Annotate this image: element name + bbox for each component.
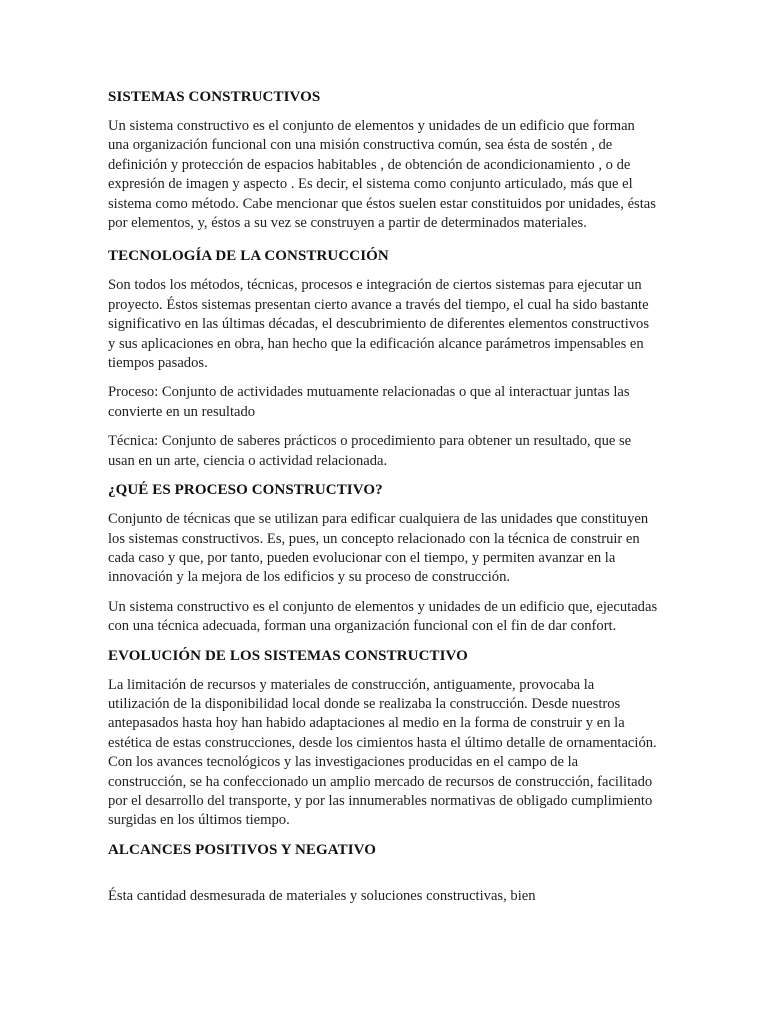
section-heading-evolucion-sistemas: EVOLUCIÓN DE LOS SISTEMAS CONSTRUCTIVO xyxy=(108,647,468,664)
paragraph-evolucion-texto: La limitación de recursos y materiales de construcción, antiguamente, provocaba la utilización de la disponibilidad local donde se realizaba la construcción. Desde nuestros antepasados hasta hoy han habido adaptaciones al medio en la forma de construir y en la estética de estas construcciones, desde los cimientos hasta el último detalle de ornamentación. Con los avances tecnológicos y las investigaciones producidas en el campo de la construcción, se ha confeccionado un amplio mercado de recursos de construcción, facilitado por el desarrollo del transporte, y por las innumerables normativas de obligado cumplimiento surgidas en los últimos tiempo. xyxy=(108,676,657,829)
paragraph-tecnica-definicion: Técnica: Conjunto de saberes prácticos o procedimiento para obtener un resultado, que se usan en un arte, ciencia o actividad relacionada. xyxy=(108,433,632,469)
spacer xyxy=(108,233,658,247)
paragraph-sistema-constructivo-definicion: Un sistema constructivo es el conjunto de elementos y unidades de un edificio que forman una organización funcional con una misión constructiva común, sea ésta de sostén , de definición y protección de espacios habitables , de obtención de acondicionamiento , o de expresión de imagen y aspecto . Es decir, el sistema como conjunto articulado, más que el sistema como método. Cabe mencionar que éstos suelen estar constituidos por unidades, éstas por elementos, y, éstos a su vez se construyen a partir de determinados materiales. xyxy=(108,118,656,232)
document-page xyxy=(108,88,658,916)
spacer xyxy=(108,870,658,887)
section-heading-sistemas-constructivos: SISTEMAS CONSTRUCTIVOS xyxy=(108,89,321,105)
paragraph-proceso-definicion: Proceso: Conjunto de actividades mutuamente relacionadas o que al interactuar juntas las convierte en un resultado xyxy=(108,384,630,420)
paragraph-proceso-constructivo-definicion: Conjunto de técnicas que se utilizan para edificar cualquiera de las unidades que constituyen los sistemas constructivos. Es, pues, un concepto relacionado con la técnica de construir en cada caso y que, por tanto, pueden evolucionar con el tiempo, y permiten avanzar en la innovación y la mejora de los edificios y su proceso de construcción. xyxy=(108,511,649,586)
paragraph-tecnologia-definicion: Son todos los métodos, técnicas, procesos e integración de ciertos sistemas para ejecutar un proyecto. Éstos sistemas presentan cierto avance a través del tiempo, el cual ha sido bastante significativo en las últimas décadas, el descubrimiento de diferentes elementos constructivos y sus aplicaciones en obra, han hecho que la edificación alcance parámetros impensables en tiempos pasados. xyxy=(108,277,650,372)
paragraph-sistema-constructivo-confort: Un sistema constructivo es el conjunto de elementos y unidades de un edificio que, ejecutadas con una técnica adecuada, forman una organización funcional con el fin de dar confort. xyxy=(108,598,658,635)
section-heading-que-es-proceso-constructivo: ¿QUÉ ES PROCESO CONSTRUCTIVO? xyxy=(108,482,383,499)
paragraph-alcances-texto: Ésta cantidad desmesurada de materiales y soluciones constructivas, bien xyxy=(108,887,536,904)
section-heading-alcances: ALCANCES POSITIVOS Y NEGATIVO xyxy=(108,841,377,858)
section-heading-tecnologia-construccion: TECNOLOGÍA DE LA CONSTRUCCIÓN xyxy=(108,248,389,265)
